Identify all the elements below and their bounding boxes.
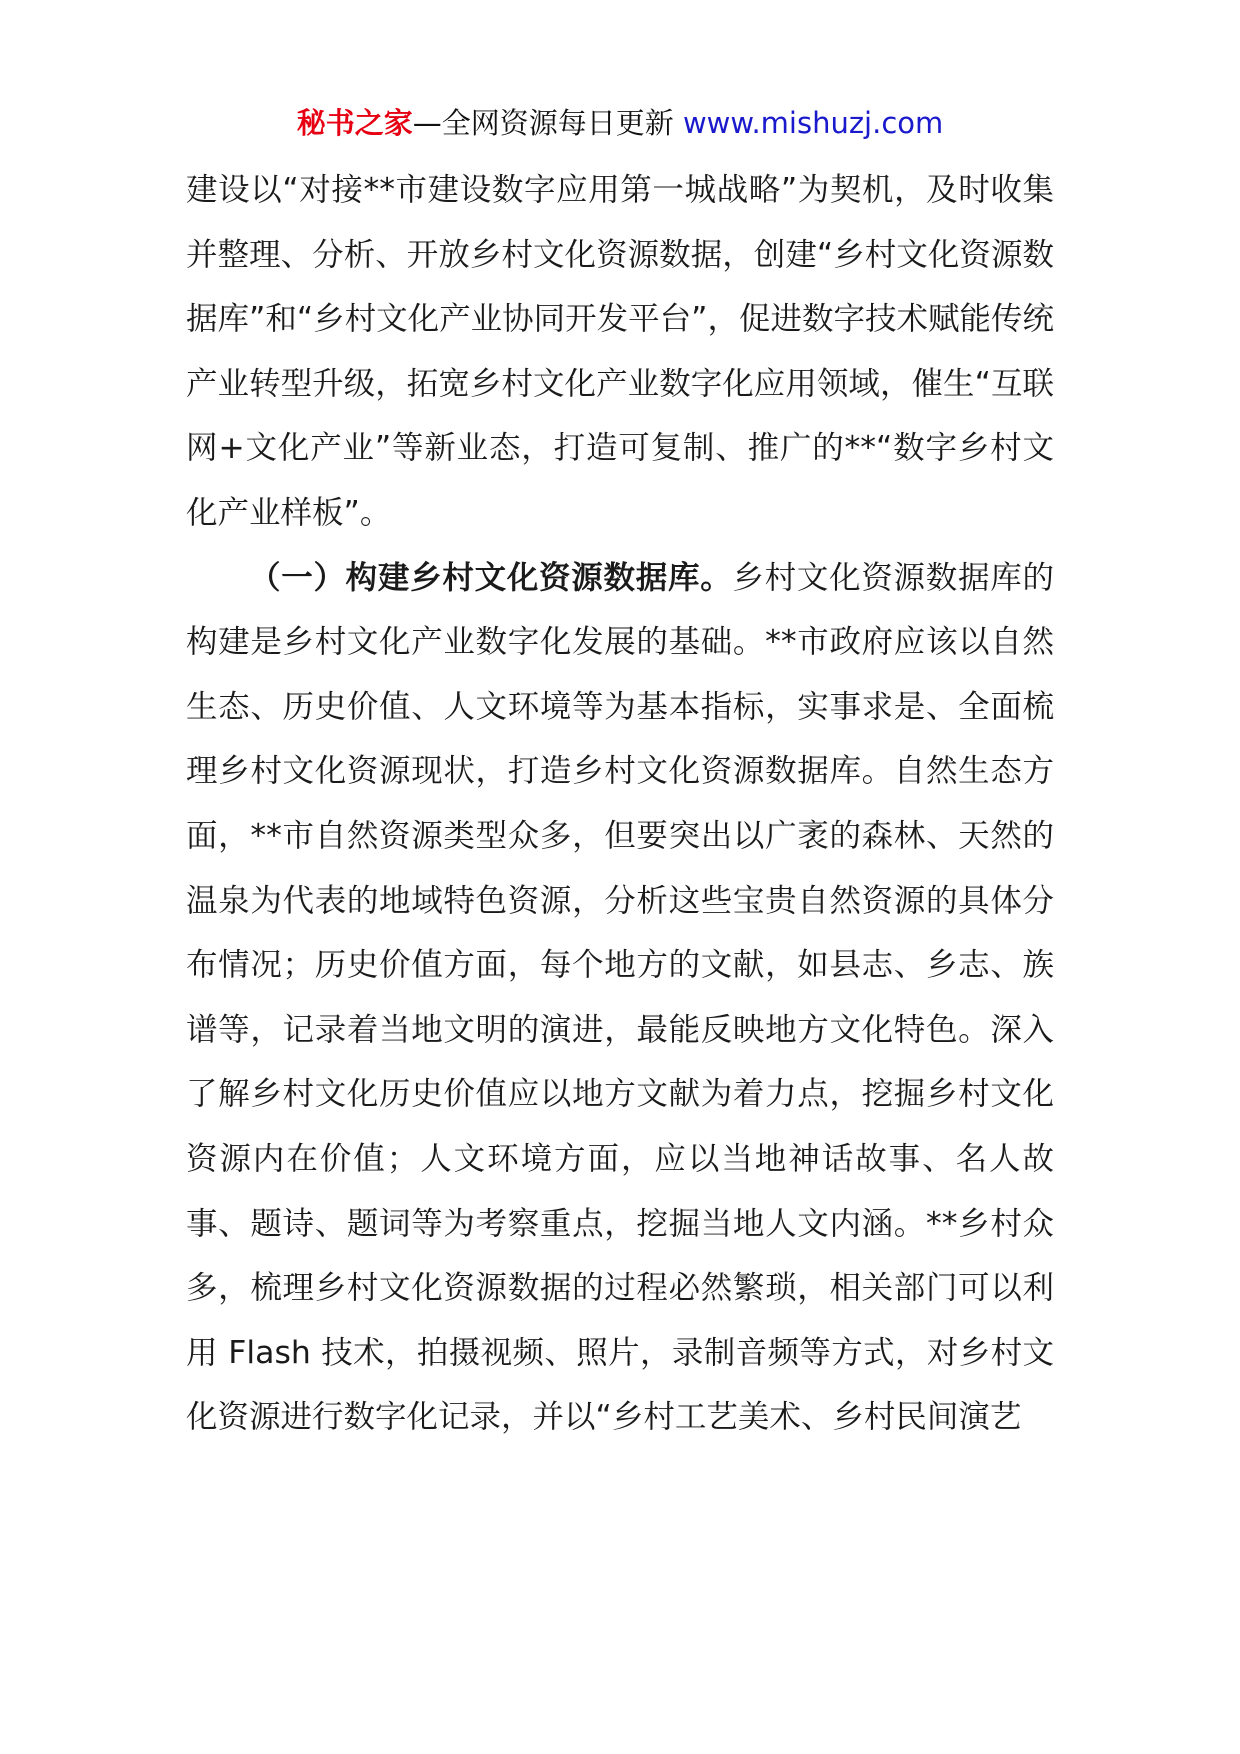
paragraph-intro: 建设以“对接**市建设数字应用第一城战略”为契机，及时收集并整理、分析、开放乡村文化资源数据，创建“乡村文化资源数据库”和“乡村文化产业协同开发平台”，促进数字技术赋能传统产业转型升级，拓宽乡村文化产业数字化应用领域，催生“互联网+文化产业”等新业态，打造可复制、推广的**“数字乡村文化产业样板”。 [186, 172, 1054, 531]
section-text: 乡村文化资源数据库的构建是乡村文化产业数字化发展的基础。**市政府应该以自然生态、历史价值、人文环境等为基本指标，实事求是、全面梳理乡村文化资源现状，打造乡村文化资源数据库。自然生态方面，**市自然资源类型众多，但要突出以广袤的森林、天然的温泉为代表的地域特色资源，分析这些宝贵自然资源的具体分布情况；历史价值方面，每个地方的文献，如县志、乡志、族谱等，记录着当地文明的演进，最能反映地方文化特色。深入了解乡村文化历史价值应以地方文献为着力点，挖掘乡村文化资源内在价值；人文环境方面，应以当地神话故事、名人故事、题诗、题词等为考察重点，挖掘当地人文内涵。**乡村众多，梳理乡村文化资源数据的过程必然繁琐，相关部门可以利用 Flash 技术，拍摄视频、照片，录制音频等方式，对乡村文化资源进行数字化记录，并以“乡村工艺美术、乡村民间演艺 [186, 559, 1054, 1436]
brand-name: 秘书之家 [296, 106, 413, 140]
document-body [186, 158, 1054, 1450]
section-heading: （一）构建乡村文化资源数据库。 [249, 559, 733, 596]
website-link[interactable]: www.mishuzj.com [682, 106, 944, 140]
page-header [0, 103, 1240, 143]
header-slogan: —全网资源每日更新 [412, 106, 674, 140]
section-paragraph [186, 546, 1054, 1450]
